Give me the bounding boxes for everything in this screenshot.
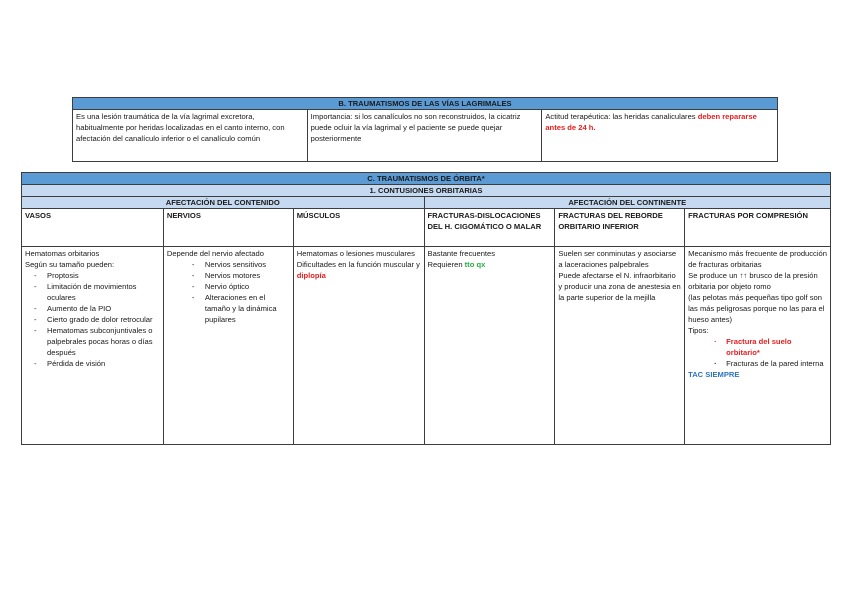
list-item: · Fractura del suelo orbitario*: [726, 336, 827, 358]
list-item: - Proptosis: [47, 270, 160, 281]
nervios-list: [167, 259, 290, 325]
fracturas-text: Requieren: [427, 260, 465, 269]
vasos-line1: Hematomas orbitarios: [25, 249, 100, 258]
list-item: - Pérdida de visión: [47, 358, 160, 369]
compresion-types: [688, 336, 827, 369]
vasos-cell: [22, 247, 164, 445]
table-c-subtitle: 1. CONTUSIONES ORBITARIAS: [22, 185, 831, 197]
reborde-cell: [555, 247, 685, 445]
table-c-title: C. TRAUMATISMOS DE ÓRBITA*: [22, 173, 831, 185]
table-b-title: B. TRAUMATISMOS DE LAS VÍAS LAGRIMALES: [73, 98, 778, 110]
header-nervios: NERVIOS: [163, 209, 293, 247]
group-contenido: AFECTACIÓN DEL CONTENIDO: [22, 197, 425, 209]
header-musculos: MÚSCULOS: [293, 209, 424, 247]
table-vias-lagrimales: [72, 97, 778, 162]
tac-note: TAC SIEMPRE: [688, 370, 740, 379]
compresion-line3: (las pelotas más pequeñas tipo golf son las más peligrosas porque no las para el hueso antes): [688, 293, 825, 324]
header-fracturas: FRACTURAS-DISLOCACIONES DEL H. CIGOMÁTICO O MALAR: [424, 209, 555, 247]
vasos-line2: Según su tamaño pueden:: [25, 260, 115, 269]
musculos-text: Dificultades en la función muscular y: [296, 260, 420, 269]
group-continente: AFECTACIÓN DEL CONTINENTE: [424, 197, 831, 209]
definition-cell: Es una lesión traumática de la vía lagrimal excretora, habitualmente por heridas localizadas en el canto interno, con afectación del canalículo inferior o el canalículo común: [73, 110, 308, 162]
therapy-text: Actitud terapéutica: las heridas canaliculares: [545, 112, 698, 121]
importance-cell: Importancia: si los canalículos no son reconstruidos, la cicatriz puede ocluir la vía lagrimal y el paciente se puede quejar posteriormente: [307, 110, 542, 162]
tto-highlight: tto qx: [464, 260, 486, 269]
nervios-line1: Depende del nervio afectado: [166, 249, 264, 258]
diplopia-highlight: diplopía: [296, 271, 326, 280]
nervios-cell: [163, 247, 293, 445]
compresion-cell: [685, 247, 831, 445]
compresion-line2: Se produce un ↑↑ brusco de la presión orbitaria por objeto romo: [688, 271, 818, 291]
header-compresion: FRACTURAS POR COMPRESIÓN: [685, 209, 831, 247]
fracturas-line2: [428, 259, 552, 270]
fracturas-line1: Bastante frecuentes: [427, 249, 496, 258]
vasos-list: [25, 270, 160, 369]
list-item: · Fracturas de la pared interna: [726, 358, 827, 369]
compresion-line1: Mecanismo más frecuente de producción de fracturas orbitarias: [688, 249, 827, 269]
therapy-highlight: deben repararse antes de 24 h.: [545, 112, 757, 132]
header-reborde: FRACTURAS DEL REBORDE ORBITARIO INFERIOR: [555, 209, 685, 247]
table-traumatismos-orbita: [21, 172, 831, 445]
list-item: - Aumento de la PIO: [47, 303, 160, 314]
musculos-line1: Hematomas o lesiones musculares: [296, 249, 415, 258]
header-vasos: VASOS: [22, 209, 164, 247]
musculos-line2: [297, 259, 421, 281]
list-item: - Nervios sensitivos: [205, 259, 290, 270]
list-item: - Cierto grado de dolor retrocular: [47, 314, 160, 325]
therapy-cell: [542, 110, 778, 162]
reborde-line1: Suelen ser conminutas y asociarse a laceraciones palpebrales: [558, 249, 677, 269]
compresion-line4: Tipos:: [688, 326, 709, 335]
list-item: - Limitación de movimientos oculares: [47, 281, 160, 303]
list-item: - Nervios motores: [205, 270, 290, 281]
reborde-line2: Puede afectarse el N. infraorbitario y producir una zona de anestesia en la parte superior de la mejilla: [558, 271, 681, 302]
list-item: - Alteraciones en el tamaño y la dinámica pupilares: [205, 292, 290, 325]
list-item: - Nervio óptico: [205, 281, 290, 292]
musculos-cell: [293, 247, 424, 445]
fracturas-cell: [424, 247, 555, 445]
list-item: - Hematomas subconjuntivales o palpebrales pocas horas o días después: [47, 325, 160, 358]
